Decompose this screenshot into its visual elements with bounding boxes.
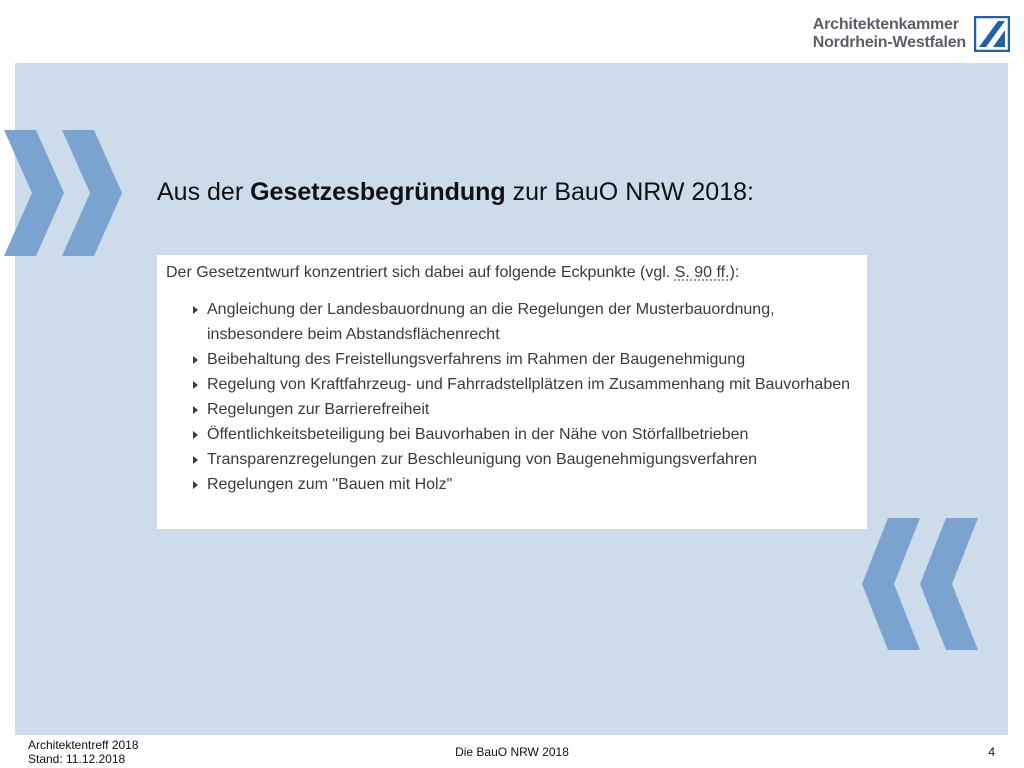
title-prefix: Aus der	[157, 178, 251, 206]
bullet-icon	[193, 381, 198, 389]
excerpt-intro	[166, 263, 867, 283]
logo-text	[813, 16, 966, 52]
logo	[813, 14, 1010, 54]
list-item	[166, 397, 867, 422]
bullet-icon	[193, 406, 198, 414]
document-excerpt	[157, 255, 867, 529]
list-item-text: Angleichung der Landesbauordnung an die Regelungen der Musterbauordnung,	[207, 301, 775, 318]
list-item	[166, 347, 867, 372]
intro-text: Der Gesetzentwurf konzentriert sich dabei auf folgende Eckpunkte (vgl.	[166, 264, 675, 281]
list-item	[166, 447, 867, 472]
list-item	[166, 372, 867, 397]
page-title	[157, 178, 754, 207]
bullet-list	[166, 297, 867, 497]
list-item-text: Regelungen zur Barrierefreiheit	[207, 401, 430, 418]
list-item	[166, 472, 867, 497]
list-item-text: Transparenzregelungen zur Beschleunigung von Baugenehmigungsverfahren	[207, 451, 757, 468]
logo-line-1: Architektenkammer	[812, 16, 959, 33]
bullet-icon	[193, 356, 198, 364]
logo-mark-icon	[974, 16, 1010, 52]
bullet-icon	[193, 306, 198, 314]
list-item-text: Regelungen zum "Bauen mit Holz"	[207, 476, 453, 493]
chevron-right-double-icon	[0, 128, 126, 258]
footer-title: Die BauO NRW 2018	[455, 745, 569, 759]
bullet-icon	[193, 456, 198, 464]
list-item	[166, 297, 867, 322]
list-item-text: Beibehaltung des Freistellungsverfahrens im Rahmen der Baugenehmigung	[207, 351, 746, 368]
list-item-continuation	[166, 322, 867, 347]
page-number: 4	[988, 745, 995, 759]
list-item-text: Regelung von Kraftfahrzeug- und Fahrradstellplätzen im Zusammenhang mit Bauvorhaben	[207, 376, 851, 393]
bullet-icon	[193, 481, 198, 489]
list-item	[166, 422, 867, 447]
logo-line-2: Nordrhein-Westfalen	[812, 34, 966, 51]
list-item-text: Öffentlichkeitsbeteiligung bei Bauvorhaben in der Nähe von Störfallbetrieben	[207, 426, 749, 443]
footer-event: Architektentreff 2018	[28, 738, 139, 752]
footer-date: Stand: 11.12.2018	[28, 752, 126, 766]
title-suffix: zur BauO NRW 2018:	[505, 178, 754, 206]
intro-end: ):	[729, 264, 740, 281]
list-item-text: insbesondere beim Abstandsflächenrecht	[207, 326, 500, 343]
title-bold: Gesetzesbegründung	[250, 178, 506, 206]
chevron-left-double-icon	[858, 516, 984, 652]
bullet-icon	[193, 431, 198, 439]
page-reference: S. 90 ff.	[674, 264, 730, 281]
